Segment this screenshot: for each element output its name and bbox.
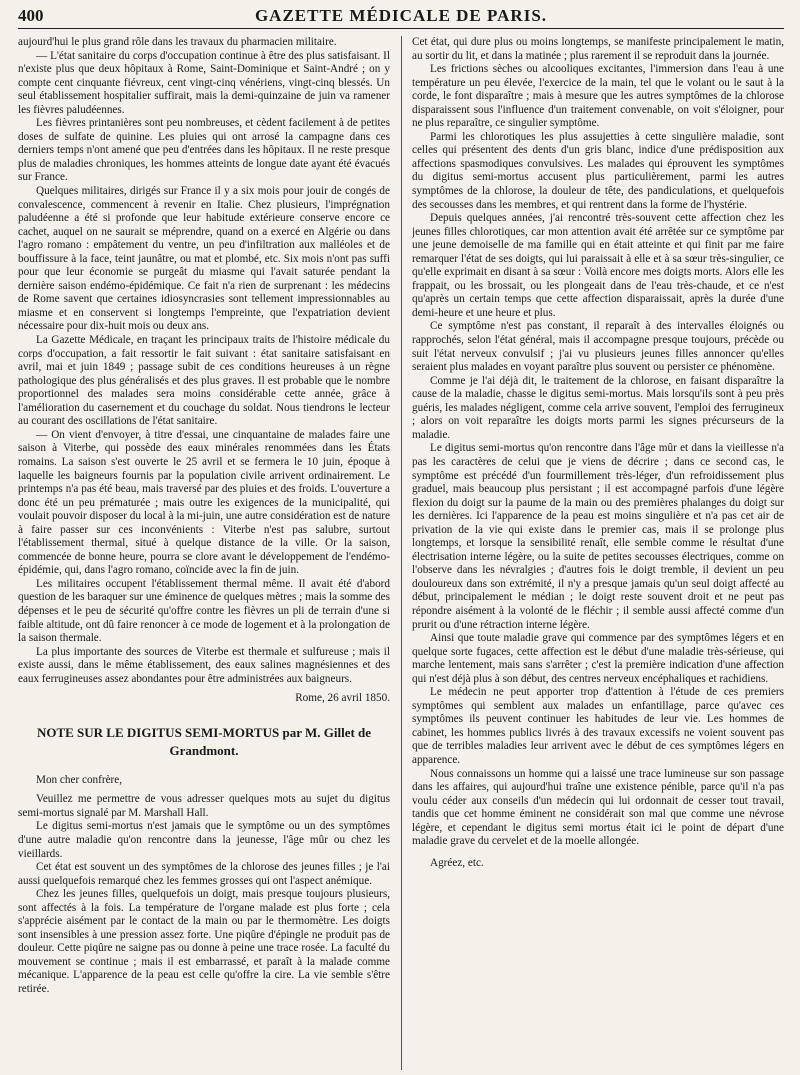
left-column: [18, 36, 390, 1070]
paragraph: La Gazette Médicale, en traçant les principaux traits de l'histoire médicale du corps d'occupation, a fait ressortir le fait suivant : état sanitaire satisfaisant en avril, mai et juin 1849 ; passage subit de ces conditions heureuses à un règne pathologique des plus généralisés et des plus graves. Il est probable que le nombre proportionnel des malades sera moins considérable cette année, grâce à l'amélioration du casernement et du couchage du soldat. Nous tiendrons le lecteur au courant des oscillations de l'état sanitaire.: [18, 334, 390, 428]
salutation: Mon cher confrère,: [36, 773, 123, 786]
paragraph: Cet état, qui dure plus ou moins longtemps, se manifeste principalement le matin, au sortir du lit, et dans la matinée ; plus rarement il se reproduit dans la journée.: [412, 36, 784, 62]
paragraph: — L'état sanitaire du corps d'occupation continue à être des plus satisfaisant. Il n'existe plus que deux hôpitaux à Rome, Saint-Dominique et Saint-André ; on y compte cent cinquante fiévreux, cent vingt-cinq vénériens, vingt-cinq blessés. Un seul établissement hospitalier suffirait, mais la demi-quinzaine de juin va ramener les fièvres paludéennes.: [18, 49, 390, 116]
paragraph: Nous connaissons un homme qui a laissé une trace lumineuse sur son passage dans les affaires, qui aujourd'hui traîne une existence pénible, parce qu'il n'a pas voulu céder aux conseils d'un médecin qui lui ordonnait de cesser tout travail, tandis que cet homme éminent ne considérait son mal que comme une névrose légère, et cependant le digitus semi mortus était ici le point de départ d'une maladie grave du cervelet et de la moelle allongée.: [412, 767, 784, 848]
paragraph: Le digitus semi-mortus n'est jamais que le symptôme ou un des symptômes d'une autre maladie qu'on rencontre dans la jeunesse, l'âge mûr ou chez les vieillards.: [18, 820, 390, 860]
paragraph: Comme je l'ai déjà dit, le traitement de la chlorose, en faisant disparaître la cause de la maladie, chasse le digitus semi-mortus. Mais lorsqu'ils sont à peu près guéris, les malades négligent, comme cela arrive souvent, l'emploi des ferrugineux ; alors on voit reparaître les doigts morts parmi les signes précurseurs de la maladie.: [412, 374, 784, 441]
dateline: Rome, 26 avril 1850.: [295, 692, 390, 705]
page-header: [18, 4, 784, 29]
paragraph: aujourd'hui le plus grand rôle dans les travaux du pharmacien militaire.: [18, 36, 337, 48]
closing: Agréez, etc.: [430, 856, 484, 869]
paragraph: Depuis quelques années, j'ai rencontré très-souvent cette affection chez les jeunes filles chlorotiques, car mon attention avait été arrêtée sur ce symptôme par une jeune demoiselle de ma famille qui en était atteinte et qui finit par me faire remarquer l'état de ses doigts, qui lui paraissait à elle et à sa sœur très-singulier, ce qu'elle exprimait en disant à sa sœur : Voilà encore mes doigts morts. Alors elle les frappait, ou les brossait, ou les plongeait dans de l'eau très-chaude, et ce n'est qu'après un certain temps que cette affection disparaissait, après la durée d'une demi-heure et une heure et plus.: [412, 212, 784, 319]
note-title: NOTE SUR LE DIGITUS SEMI-MORTUS par M. Gillet de Grandmont.: [36, 724, 372, 758]
paragraph: Veuillez me permettre de vous adresser quelques mots au sujet du digitus semi-mortus signalé par M. Marshall Hall.: [18, 793, 390, 819]
paragraph: Ce symptôme n'est pas constant, il reparaît à des intervalles éloignés ou rapprochés, selon l'état général, mais il accompagne presque toujours, précède ou suit l'état nerveux convulsif ; j'ai vu plusieurs jeunes filles annoncer qu'elles seraient plus malades en voyant paraître plus souvent ou persister ce phénomène.: [412, 320, 784, 374]
right-column: [412, 36, 784, 1070]
paragraph: La plus importante des sources de Viterbe est thermale et sulfureuse ; mais il existe aussi, dans le même établissement, des eaux salines magnésiennes et des eaux ferrugineuses assez abondantes pour être administrées aux baigneurs.: [18, 645, 390, 685]
paragraph: Cet état est souvent un des symptômes de la chlorose des jeunes filles ; je l'ai aussi quelquefois remarqué chez les femmes grosses qui ont l'aspect anémique.: [18, 861, 390, 887]
paragraph: Ainsi que toute maladie grave qui commence par des symptômes légers et en quelque sorte fugaces, cette affection est le début d'une maladie très-sérieuse, qui marche lentement, mais sans s'arrêter ; c'est la première indication d'une affection qui n'est déjà plus à son début, des centres nerveux encéphaliques et rachidiens.: [412, 632, 784, 685]
paragraph: Chez les jeunes filles, quelquefois un doigt, mais presque toujours plusieurs, sont affectés à la fois. La température de l'organe malade est plus forte ; cela s'apprécie aisément par le contact de la main ou par le thermomètre. Les doigts sont insensibles à une pression assez forte. Une piqûre d'épingle ne produit pas de douleur. Cette piqûre ne saigne pas ou donne à peine une trace rosée. La faculté du mouvement se continue ; mais il est embarrassé, et paraît à la malade comme mécanique. L'apparence de la peau est celle qu'offre la cire. La vie semble s'être retirée.: [18, 888, 390, 995]
paragraph: Les frictions sèches ou alcooliques excitantes, l'immersion dans l'eau à une température un peu élevée, l'exercice de la main, tel que le volant ou le saut à la corde, le font disparaître ; mais à mesure que les autres symptômes de la chlorose disparaissent sous l'influence d'un traitement convenable, on voit s'éloigner, pour ne plus reparaître, ce singulier symptôme.: [412, 63, 784, 130]
paragraph: — On vient d'envoyer, à titre d'essai, une cinquantaine de malades faire une saison à Viterbe, qui possède des eaux minérales renommées dans les États romains. La saison s'est ouverte le 25 avril et se fermera le 10 juin, époque à laquelle les baigneurs fournis par la population civile arrivent ordinairement. Le printemps n'a pas été beau, mais traversé par des pluies et des froids. L'ouverture a donc été un peu prématurée ; mais outre les exigences de la municipalité, qui voulait pouvoir disposer du local à la mi-juin, une autre considération est de nature à faire passer sur ces inconvénients : Viterbe n'est pas salubre, surtout l'établissement thermal, situé à quelque distance de la ville. Or la saison, commencée de bonne heure, pourra se clore avant le développement de l'endémo-épidémie, qui, dans l'agro romano, coïncide avec la fin de juin.: [18, 428, 390, 577]
newspaper-page: [18, 4, 784, 1070]
paragraph: Quelques militaires, dirigés sur France il y a six mois pour jouir de congés de convalescence, commencent à revenir en Italie. Chez plusieurs, l'imprégnation paludéenne a été si profonde que leur habitude extérieure conserve encore ce cachet, auquel on ne saurait se méprendre, quand on a exercé en Algérie ou dans l'agro romano : empâtement du ventre, un peu d'infiltration aux malléoles et de bouffissure à la face, teint jaunâtre, ou mat et plombé, etc. Six mois n'ont pas suffi pour que leur économie se purgeât du miasme qui l'avait saturée pendant la dernière saison endémo-épidémique. Ce fait n'a rien de surprenant : les médecins de Rome savent que certaines idiosyncrasies sont tellement impressionnables au miasme et en conservent si longtemps l'empreinte, que l'expatriation devient nécessaire pour dix-huit mois ou deux ans.: [18, 185, 390, 333]
journal-title: GAZETTE MÉDICALE DE PARIS.: [254, 6, 548, 25]
paragraph: Parmi les chlorotiques les plus assujetties à cette singulière maladie, sont celles qui présentent des dents d'un gris blanc, indice d'une prédisposition aux affections spasmodiques convulsives. Les malades qui éprouvent les symptômes du digitus semi-mortus accusent plus particulièrement, parmi les autres symptômes de la chlorose, la douleur de tête, des pandiculations, et quelquefois des secousses dans les membres, et qui rentrent dans la forme de l'hystérie.: [412, 130, 784, 211]
paragraph: Le médecin ne peut apporter trop d'attention à l'étude de ces premiers symptômes qui semblent aux malades un enfantillage, parce qu'avec ces symptômes ils peuvent continuer les habitudes de leur vie. Les hommes de cabinet, les hommes publics livrés à des travaux excessifs ne voient souvent pas que de terribles maladies leur arrivent avec le début de ces symptômes légers en apparence.: [412, 686, 784, 766]
paragraph: Le digitus semi-mortus qu'on rencontre dans l'âge mûr et dans la vieillesse n'a pas les caractères de celui que je viens de décrire ; dans ce second cas, le symptôme est précédé d'un fourmillement très-léger, d'un refroidissement plus graduel, mais beaucoup plus persistant ; il est accompagné parfois d'une légère flexion du doigt sur la paume de la main ou des premières phalanges du doigt sur les dernières. Ici l'apparence de la peau est moins singulière et n'a pas cet air de privation de la vie qui existe dans le premier cas, mais il se prolonge plus longtemps, et lorsque la sensibilité renaît, elle semble comme le résultat d'une électrisation interne légère, ou la suite de petites secousses électriques, comme on l'observe dans les névralgies ; d'autres fois le doigt tremble, il devient un peu douloureux dans son extrémité, il n'y a presque jamais qu'un seul doigt affecté au début, principalement le médian ; le doigt reste souvent droit et ne peut pas répondre aisément à la volonté de le fléchir ; il semble aussi affecté comme d'un prurit ou d'une rétraction interne légère.: [412, 442, 784, 631]
page-number: 400: [18, 6, 44, 25]
paragraph: Les militaires occupent l'établissement thermal même. Il avait été d'abord question de les baraquer sur une éminence de quelques mètres ; mais la somme des dépenses et le peu de sécurité qu'offre contre les fièvres un pli de terrain d'une si faible altitude, ont dû faire renoncer à ce mode de logement et à la prolongation de la saison thermale.: [18, 577, 390, 645]
paragraph: Les fièvres printanières sont peu nombreuses, et cèdent facilement à de petites doses de sulfate de quinine. Les pluies qui ont arrosé la campagne dans ces derniers temps n'ont amené que peu d'entrées dans les hôpitaux. Il ne reste presque plus de maladies chroniques, les hommes atteints de longue date ayant été évacués sur France.: [18, 117, 390, 184]
